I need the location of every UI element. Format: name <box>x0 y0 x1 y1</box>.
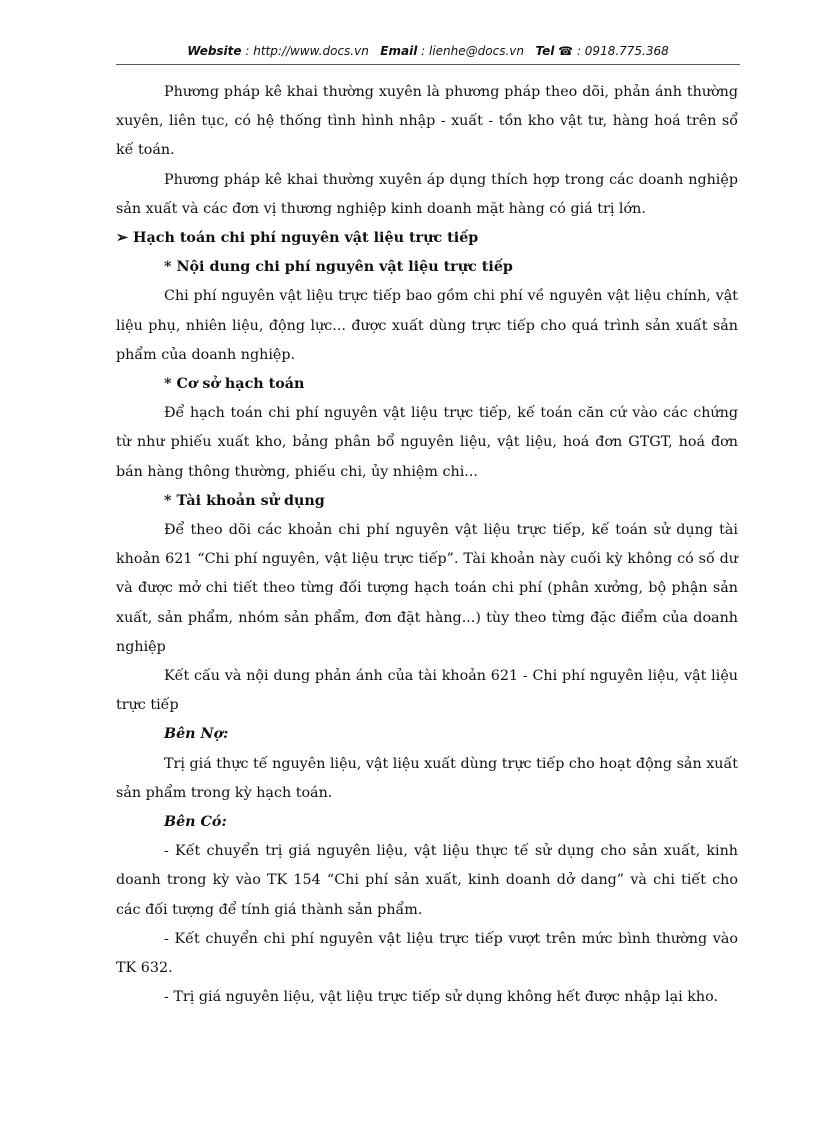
paragraph-7: Trị giá thực tế nguyên liệu, vật liệu xuất dùng trực tiếp cho hoạt động sản xuất sản phẩm trong kỳ hạch toán. <box>116 755 738 801</box>
header-divider <box>116 64 740 65</box>
website-label: Website <box>187 44 242 58</box>
paragraph-4: Để hạch toán chi phí nguyên vật liệu trực tiếp, kế toán căn cứ vào các chứng từ như phiếu xuất kho, bảng phân bổ nguyên liệu, vật liệu, hoá đơn GTGT, hoá đơn bán hàng thông thường, phiếu chi, ủy nhiệm chi... <box>116 405 738 480</box>
paragraph-9: - Kết chuyển chi phí nguyên vật liệu trực tiếp vượt trên mức bình thường vào TK 632. <box>116 930 738 977</box>
website-value: : http://www.docs.vn <box>245 44 369 58</box>
subheading-basis: * Cơ sở hạch toán <box>164 376 305 393</box>
subheading-accounts: * Tài khoản sử dụng <box>164 492 325 509</box>
email-value: : lienhe@docs.vn <box>421 44 524 58</box>
tel-value: : 0918.775.368 <box>576 44 669 58</box>
paragraph-2: Phương pháp kê khai thường xuyên áp dụng thích hợp trong các doanh nghiệp sản xuất và các đơn vị thương nghiệp kinh doanh mặt hàng có giá trị lớn. <box>116 171 738 217</box>
section-heading-text: Hạch toán chi phí nguyên vật liệu trực tiếp <box>132 230 479 247</box>
debit-side-label: Bên Nợ: <box>164 726 229 743</box>
page-header <box>116 44 740 62</box>
paragraph-8: - Kết chuyển trị giá nguyên liệu, vật liệu thực tế sử dụng cho sản xuất, kinh doanh trong kỳ vào TK 154 “Chi phí sản xuất, kinh doanh dở dang” và chi tiết cho các đối tượng để tính giá thành sản phẩm. <box>116 843 738 918</box>
paragraph-5: Để theo dõi các khoản chi phí nguyên vật liệu trực tiếp, kế toán sử dụng tài khoản 621 “Chi phí nguyên, vật liệu trực tiếp”. Tài khoản này cuối kỳ không có số dư và được mở chi tiết theo từng đối tượng hạch toán chi phí (phân xưởng, bộ phận sản xuất, sản phẩm, nhóm sản phẩm, đơn đặt hàng...) tùy theo từng đặc điểm của doanh nghiệp <box>116 522 738 655</box>
arrow-bullet-icon: ➢ <box>116 230 128 247</box>
document-body <box>116 78 738 1013</box>
paragraph-10: - Trị giá nguyên liệu, vật liệu trực tiếp sử dụng không hết được nhập lại kho. <box>164 989 718 1006</box>
phone-icon: ☎ <box>558 44 574 58</box>
paragraph-6: Kết cấu và nội dung phản ánh của tài khoản 621 - Chi phí nguyên liệu, vật liệu trực tiếp <box>116 668 738 714</box>
email-label: Email <box>380 44 418 58</box>
credit-side-label: Bên Có: <box>164 814 227 831</box>
paragraph-1: Phương pháp kê khai thường xuyên là phương pháp theo dõi, phản ánh thường xuyên, liên tục, có hệ thống tình hình nhập - xuất - tồn kho vật tư, hàng hoá trên sổ kế toán. <box>116 84 738 159</box>
section-heading <box>116 224 738 253</box>
subheading-content: * Nội dung chi phí nguyên vật liệu trực tiếp <box>164 259 513 276</box>
paragraph-3: Chi phí nguyên vật liệu trực tiếp bao gồm chi phí về nguyên vật liệu chính, vật liệu phụ, nhiên liệu, động lực... được xuất dùng trực tiếp cho quá trình sản xuất sản phẩm của doanh nghiệp. <box>116 288 738 363</box>
tel-label: Tel <box>535 44 555 58</box>
